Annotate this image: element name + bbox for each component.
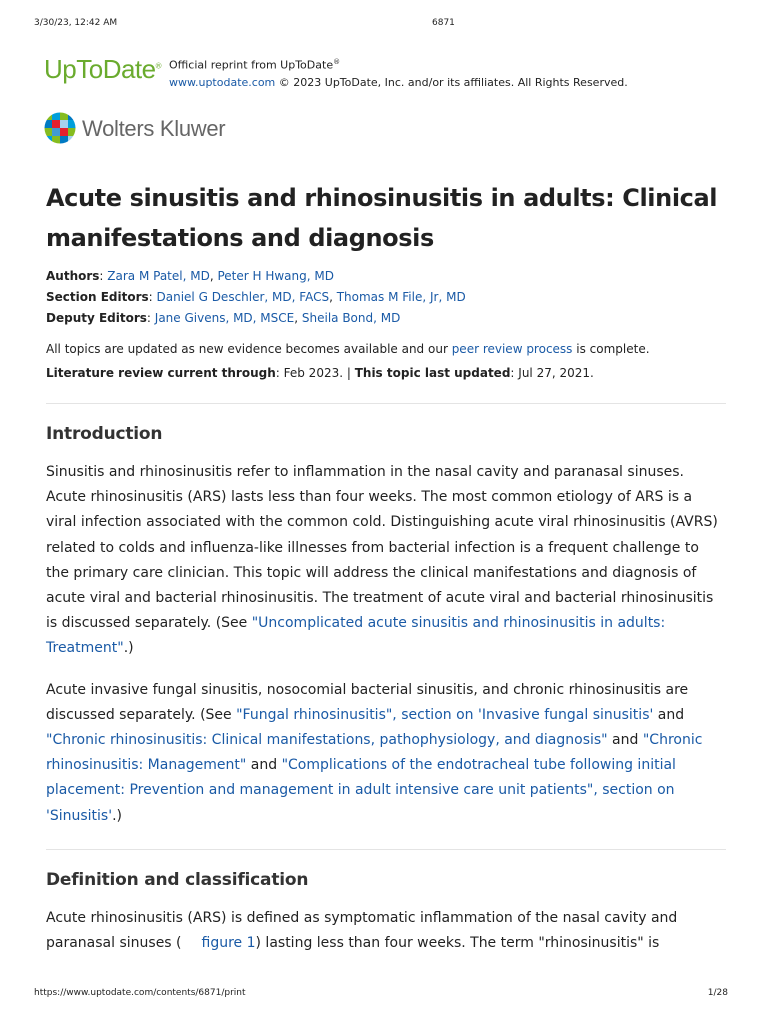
- conjunction-text: and: [607, 732, 643, 749]
- print-header: [34, 18, 728, 32]
- intro-p1-end: .): [123, 640, 134, 657]
- deputy-editors-line: Deputy Editors: Jane Givens, MD, MSCE, Sheila Bond, MD: [46, 311, 401, 325]
- section-editors-line: Section Editors: Daniel G Deschler, MD, FACS, Thomas M File, Jr, MD: [46, 290, 466, 304]
- intro-p1-text: Sinusitis and rhinosinusitis refer to inflammation in the nasal cavity and paranasal sinuses. Acute rhinosinusitis (ARS) lasts less than four weeks. The most common etiology of ARS is a viral infection associated with the common cold. Distinguishing acute viral rhinosinusitis (AVRS) related to colds and influenza-like illnesses from bacterial infection is a frequent challenge to the primary care clinician. This topic will address the clinical manifestations and diagnosis of acute viral and bacterial rhinosinusitis. The treatment of acute viral and bacterial rhinosinusitis is discussed separately. (See: [46, 464, 718, 632]
- article-credits: [46, 266, 726, 329]
- last-updated-value: : Jul 27, 2021.: [510, 366, 594, 380]
- intro-paragraph-2: [46, 678, 726, 829]
- definition-paragraph-1: [46, 906, 726, 956]
- figure-1-link[interactable]: figure 1: [201, 935, 256, 952]
- last-updated-label: This topic last updated: [354, 366, 511, 380]
- fungal-rhinosinusitis-link[interactable]: "Fungal rhinosinusitis", section on 'Invasive fungal sinusitis': [236, 706, 654, 723]
- uptodate-logo[interactable]: [44, 54, 161, 85]
- peer-review-link[interactable]: peer review process: [451, 342, 573, 356]
- def-p1-end: ) lasting less than four weeks. The term "rhinosinusitis" is: [255, 935, 660, 952]
- authors-label: Authors: [46, 269, 100, 283]
- update-note-end: is complete.: [572, 342, 650, 356]
- update-note-text: All topics are updated as new evidence becomes available and our: [46, 342, 452, 356]
- wolters-kluwer-logo: [44, 112, 344, 148]
- section-editor-link[interactable]: Thomas M File, Jr, MD: [336, 290, 466, 304]
- print-url: https://www.uptodate.com/contents/6871/print: [34, 988, 246, 998]
- def-p1-text: Acute rhinosinusitis (ARS) is defined as symptomatic inflammation of the nasal cavity and paranasal sinuses (: [46, 909, 678, 952]
- lit-review-label: Literature review current through: [46, 366, 276, 380]
- update-note: [46, 339, 726, 359]
- brand-header: [44, 52, 724, 92]
- reprint-line-1: [169, 54, 628, 74]
- intro-paragraph-1: [46, 460, 726, 662]
- deputy-editor-link[interactable]: Jane Givens, MD, MSCE: [154, 311, 295, 325]
- print-datetime: 3/30/23, 12:42 AM: [34, 18, 118, 28]
- print-footer: [34, 988, 728, 1002]
- intro-p2-text: Acute invasive fungal sinusitis, nosocomial bacterial sinusitis, and chronic rhinosinusitis are discussed separately. (See: [46, 681, 689, 723]
- conjunction-text: and: [653, 706, 685, 723]
- page-number: 1/28: [707, 988, 728, 998]
- deputy-editor-link[interactable]: Sheila Bond, MD: [301, 311, 401, 325]
- wolters-kluwer-mosaic-icon: [44, 112, 76, 144]
- lit-review-value: : Feb 2023. |: [275, 366, 355, 380]
- section-editor-link[interactable]: Daniel G Deschler, MD, FACS: [156, 290, 330, 304]
- divider: [46, 849, 726, 850]
- intro-p2-end: .): [112, 807, 122, 824]
- uptodate-logo-text: UpToDate: [44, 54, 156, 84]
- section-editors-label: Section Editors: [46, 290, 149, 304]
- chronic-rhinosinusitis-management-link[interactable]: "Chronic rhinosinusitis: Management": [46, 732, 703, 774]
- uptodate-registered-mark: ®: [155, 61, 162, 71]
- article: [46, 178, 726, 956]
- uptodate-site-link[interactable]: www.uptodate.com: [169, 75, 276, 89]
- author-link[interactable]: Peter H Hwang, MD: [217, 269, 334, 283]
- print-doc-number: 6871: [432, 18, 455, 28]
- introduction-heading: Introduction: [46, 424, 163, 444]
- reprint-line-2: [169, 74, 628, 91]
- copyright-text: © 2023 UpToDate, Inc. and/or its affiliates. All Rights Reserved.: [275, 75, 628, 89]
- authors-line: Authors: Zara M Patel, MD, Peter H Hwang, MD: [46, 269, 334, 283]
- conjunction-text: and: [246, 757, 282, 774]
- endotracheal-tube-complications-link[interactable]: "Complications of the endotracheal tube following initial placement: Prevention and management in adult intensive care unit patients", section on 'Sinusitis': [46, 757, 676, 824]
- review-dates: [46, 363, 726, 383]
- reprint-notice: [169, 54, 628, 91]
- reprint-text: Official reprint from UpToDate: [169, 58, 334, 72]
- divider: [46, 403, 726, 404]
- article-title: Acute sinusitis and rhinosinusitis in adults: Clinical manifestations and diagnosis: [46, 184, 718, 252]
- author-link[interactable]: Zara M Patel, MD: [107, 269, 210, 283]
- reprint-registered-mark: ®: [333, 58, 341, 66]
- definition-heading: Definition and classification: [46, 869, 309, 890]
- chronic-rhinosinusitis-diagnosis-link[interactable]: "Chronic rhinosinusitis: Clinical manifestations, pathophysiology, and diagnosis": [46, 732, 608, 749]
- treatment-topic-link[interactable]: "Uncomplicated acute sinusitis and rhinosinusitis in adults: Treatment": [46, 615, 666, 657]
- publisher-name: Wolters Kluwer: [82, 116, 226, 141]
- deputy-editors-label: Deputy Editors: [46, 311, 147, 325]
